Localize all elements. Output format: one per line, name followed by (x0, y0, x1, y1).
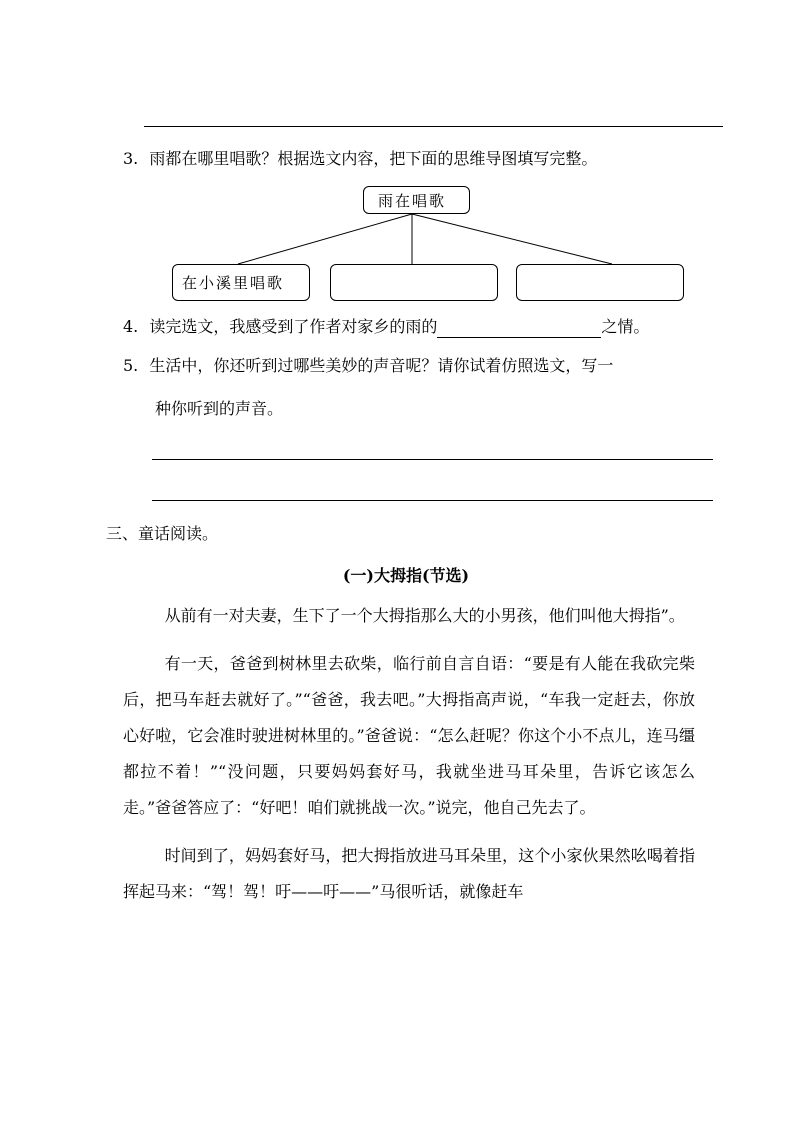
question-4 (123, 316, 649, 338)
passage-paragraph-1: 从前有一对夫妻，生下了一个大拇指那么大的小男孩，他们叫他大拇指”。 (164, 606, 685, 625)
mindmap-branch-label: 在小溪里唱歌 (182, 274, 285, 292)
answer-line-2[interactable] (152, 500, 713, 501)
passage-body (123, 598, 695, 910)
question-text-prefix: 读完选文，我感受到了作者对家乡的雨的 (149, 317, 438, 336)
mindmap-root-box (363, 186, 470, 214)
connector-right (412, 214, 612, 264)
section-heading: 三、童话阅读。 (106, 524, 219, 543)
mindmap-root-label: 雨在唱歌 (378, 191, 447, 210)
question-number: 3. (123, 149, 139, 168)
mindmap-branch-3-blank[interactable] (516, 264, 684, 301)
passage-title: (一)大拇指(节选) (342, 566, 470, 585)
question-text: 生活中，你还听到过哪些美妙的声音呢？请你试着仿照选文，写一 (149, 356, 614, 375)
answer-blank[interactable] (437, 319, 601, 338)
question-number: 5. (123, 356, 139, 375)
question-5-continued (155, 398, 283, 420)
passage-paragraph-2: 有一天，爸爸到树林里去砍柴，临行前自言自语：“要是有人能在我砍完柴后，把马车赶去就好了。”“爸爸，我去吧。”大拇指高声说，“车我一定赶去，你放心好啦，它会准时驶进树林里的。”爸爸说：“怎么赶呢？你这个小不点儿，连马缰都拉不着！”“没问题，只要妈妈套好马，我就坐进马耳朵里，告诉它该怎么走。”爸爸答应了：“好吧！咱们就挑战一次。”说完，他自己先去了。 (123, 654, 695, 817)
question-5 (123, 355, 613, 377)
answer-line-1[interactable] (152, 459, 713, 460)
question-text: 种你听到的声音。 (155, 399, 284, 418)
question-text: 雨都在哪里唱歌？根据选文内容，把下面的思维导图填写完整。 (149, 149, 598, 168)
question-number: 4. (123, 317, 139, 336)
mindmap-branch-2-blank[interactable] (330, 264, 498, 301)
question-text-suffix: 之情。 (601, 317, 650, 336)
connector-left (238, 214, 412, 264)
mindmap-branch-1 (172, 264, 310, 301)
passage-paragraph-3: 时间到了，妈妈套好马，把大拇指放进马耳朵里，这个小家伙果然吆喝着指挥起马来：“驾！驾！吁——吁——”马很听话，就像赶车 (123, 846, 695, 901)
